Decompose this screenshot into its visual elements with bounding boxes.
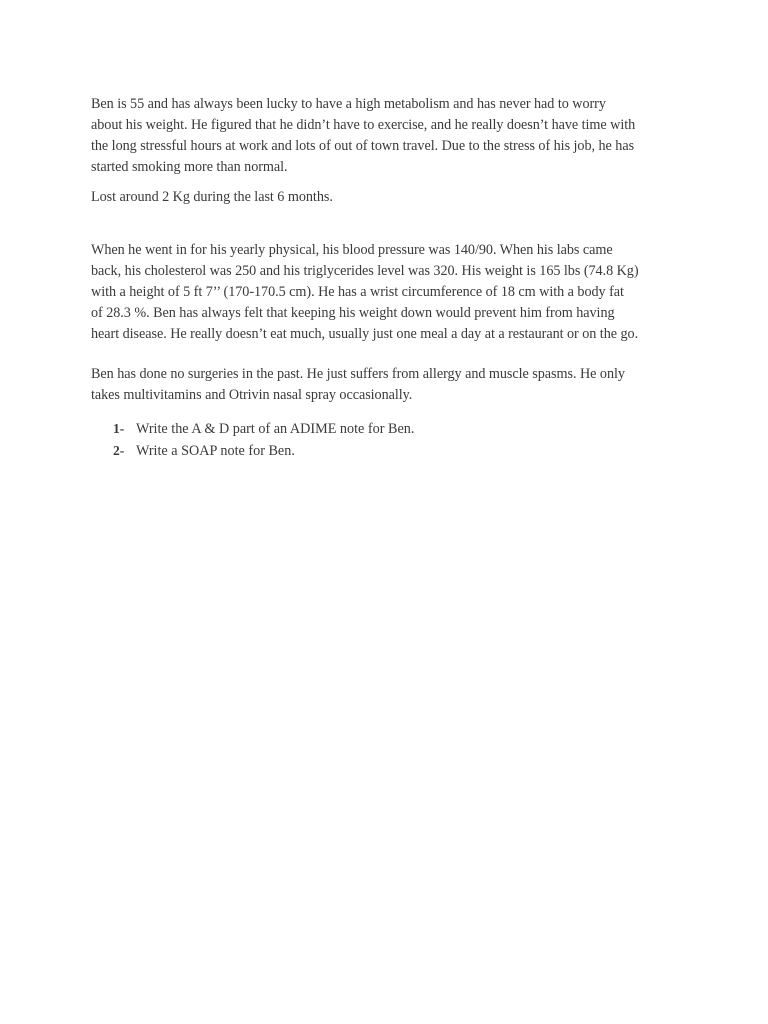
- task-number: 2-: [113, 443, 125, 458]
- paragraph-line: about his weight. He figured that he didn’t have to exercise, and he really doesn’t have time with: [91, 117, 636, 133]
- paragraph-weight-loss: [91, 187, 691, 208]
- paragraph-line: back, his cholesterol was 250 and his triglycerides level was 320. His weight is 165 lbs (74.8 Kg): [91, 263, 639, 279]
- paragraph-line: the long stressful hours at work and lots of out of town travel. Due to the stress of his job, he has: [91, 138, 635, 154]
- task-item: [113, 440, 414, 462]
- paragraph-line: of 28.3 %. Ben has always felt that keeping his weight down would prevent him from having: [91, 305, 615, 321]
- paragraph-background: [91, 94, 691, 178]
- paragraph-line: heart disease. He really doesn’t eat much, usually just one meal a day at a restaurant or on the go.: [91, 326, 639, 342]
- task-text: Write a SOAP note for Ben.: [136, 443, 295, 459]
- task-item: [113, 418, 414, 440]
- paragraph-physical-exam: [91, 240, 691, 345]
- paragraph-line: Ben has done no surgeries in the past. He just suffers from allergy and muscle spasms. He only: [91, 366, 625, 382]
- task-text: Write the A & D part of an ADIME note for Ben.: [136, 421, 415, 437]
- task-number: 1-: [113, 421, 125, 436]
- paragraph-line: Ben is 55 and has always been lucky to have a high metabolism and has never had to worry: [91, 96, 606, 112]
- task-list: [113, 418, 414, 462]
- paragraph-line: When he went in for his yearly physical, his blood pressure was 140/90. When his labs came: [91, 242, 613, 258]
- paragraph-line: Lost around 2 Kg during the last 6 months.: [91, 189, 333, 205]
- paragraph-medical-history: [91, 364, 691, 406]
- paragraph-line: takes multivitamins and Otrivin nasal spray occasionally.: [91, 387, 413, 403]
- paragraph-line: with a height of 5 ft 7’’ (170-170.5 cm). He has a wrist circumference of 18 cm with a body fat: [91, 284, 624, 300]
- paragraph-line: started smoking more than normal.: [91, 159, 288, 175]
